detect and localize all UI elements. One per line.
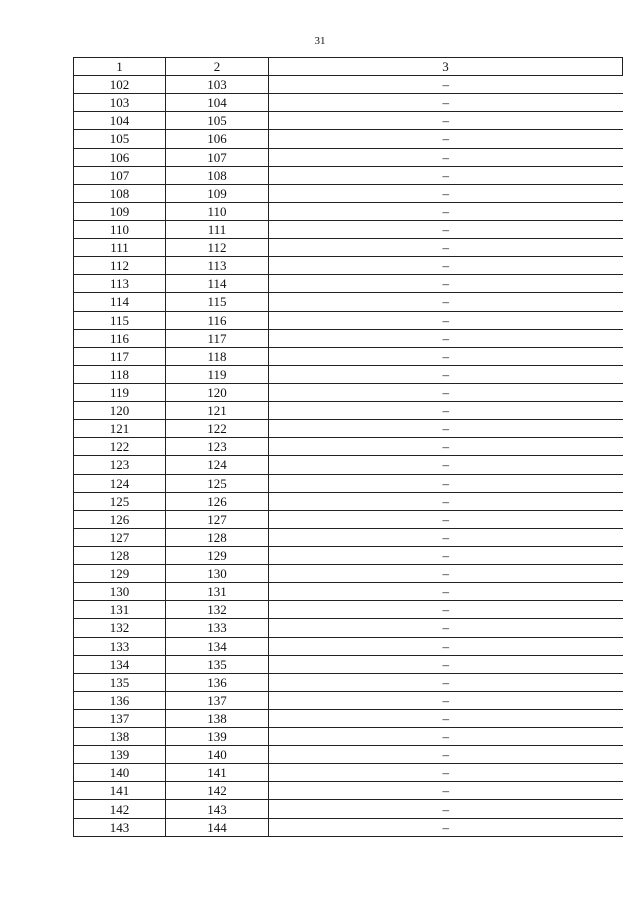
table-cell-col-3: – bbox=[269, 148, 623, 166]
table-cell-col-1: 127 bbox=[74, 528, 166, 546]
table-row bbox=[74, 166, 623, 184]
table-cell-col-2: 115 bbox=[166, 293, 269, 311]
table-row bbox=[74, 438, 623, 456]
table-cell-col-1: 126 bbox=[74, 510, 166, 528]
table-row bbox=[74, 257, 623, 275]
table-cell-col-1: 116 bbox=[74, 329, 166, 347]
table-cell-col-3: – bbox=[269, 383, 623, 401]
column-header-2: 2 bbox=[166, 58, 269, 76]
table-row bbox=[74, 202, 623, 220]
data-table bbox=[73, 57, 623, 837]
table-cell-col-1: 119 bbox=[74, 383, 166, 401]
table-cell-col-2: 119 bbox=[166, 365, 269, 383]
table-cell-col-1: 108 bbox=[74, 184, 166, 202]
column-header-3: 3 bbox=[269, 58, 623, 76]
table-cell-col-2: 132 bbox=[166, 601, 269, 619]
table-row bbox=[74, 746, 623, 764]
header-row bbox=[74, 58, 623, 76]
table-row bbox=[74, 782, 623, 800]
table-cell-col-2: 144 bbox=[166, 818, 269, 836]
page-number: 31 bbox=[314, 35, 326, 47]
table-row bbox=[74, 365, 623, 383]
table-cell-col-3: – bbox=[269, 402, 623, 420]
table-cell-col-1: 138 bbox=[74, 728, 166, 746]
table-row bbox=[74, 94, 623, 112]
table-cell-col-3: – bbox=[269, 293, 623, 311]
table-cell-col-2: 116 bbox=[166, 311, 269, 329]
table-cell-col-3: – bbox=[269, 764, 623, 782]
table-cell-col-3: – bbox=[269, 546, 623, 564]
table-cell-col-3: – bbox=[269, 257, 623, 275]
table-cell-col-2: 136 bbox=[166, 673, 269, 691]
table-header bbox=[74, 58, 623, 76]
table-cell-col-2: 106 bbox=[166, 130, 269, 148]
table-cell-col-3: – bbox=[269, 456, 623, 474]
table-cell-col-2: 139 bbox=[166, 728, 269, 746]
table-cell-col-3: – bbox=[269, 709, 623, 727]
table-row bbox=[74, 546, 623, 564]
table-cell-col-1: 121 bbox=[74, 420, 166, 438]
table-cell-col-3: – bbox=[269, 565, 623, 583]
table-cell-col-1: 112 bbox=[74, 257, 166, 275]
table-cell-col-3: – bbox=[269, 130, 623, 148]
table-row bbox=[74, 728, 623, 746]
table-cell-col-1: 123 bbox=[74, 456, 166, 474]
table-cell-col-3: – bbox=[269, 528, 623, 546]
table-cell-col-1: 140 bbox=[74, 764, 166, 782]
table-cell-col-2: 113 bbox=[166, 257, 269, 275]
table-cell-col-3: – bbox=[269, 782, 623, 800]
table-cell-col-3: – bbox=[269, 438, 623, 456]
table-row bbox=[74, 112, 623, 130]
table-cell-col-3: – bbox=[269, 76, 623, 94]
table-cell-col-2: 105 bbox=[166, 112, 269, 130]
table-cell-col-2: 108 bbox=[166, 166, 269, 184]
table-row bbox=[74, 818, 623, 836]
table-cell-col-3: – bbox=[269, 800, 623, 818]
table-row bbox=[74, 510, 623, 528]
table-row bbox=[74, 402, 623, 420]
table-cell-col-3: – bbox=[269, 728, 623, 746]
table-row bbox=[74, 311, 623, 329]
table-cell-col-1: 129 bbox=[74, 565, 166, 583]
table-row bbox=[74, 691, 623, 709]
table-cell-col-1: 131 bbox=[74, 601, 166, 619]
table-row bbox=[74, 239, 623, 257]
table-cell-col-3: – bbox=[269, 583, 623, 601]
table-cell-col-1: 113 bbox=[74, 275, 166, 293]
table-row bbox=[74, 148, 623, 166]
table-cell-col-1: 130 bbox=[74, 583, 166, 601]
column-header-1: 1 bbox=[74, 58, 166, 76]
table-cell-col-1: 125 bbox=[74, 492, 166, 510]
table-cell-col-2: 122 bbox=[166, 420, 269, 438]
table-cell-col-3: – bbox=[269, 691, 623, 709]
table-cell-col-3: – bbox=[269, 166, 623, 184]
table-cell-col-1: 143 bbox=[74, 818, 166, 836]
table-cell-col-3: – bbox=[269, 474, 623, 492]
table-cell-col-2: 128 bbox=[166, 528, 269, 546]
table-row bbox=[74, 383, 623, 401]
table-row bbox=[74, 293, 623, 311]
table-cell-col-2: 126 bbox=[166, 492, 269, 510]
table-cell-col-2: 124 bbox=[166, 456, 269, 474]
table-cell-col-2: 130 bbox=[166, 565, 269, 583]
table-cell-col-2: 110 bbox=[166, 202, 269, 220]
table-row bbox=[74, 329, 623, 347]
table-cell-col-1: 122 bbox=[74, 438, 166, 456]
table-row bbox=[74, 347, 623, 365]
table-cell-col-2: 117 bbox=[166, 329, 269, 347]
table-body bbox=[74, 76, 623, 837]
table-cell-col-2: 114 bbox=[166, 275, 269, 293]
table-cell-col-2: 135 bbox=[166, 655, 269, 673]
table-cell-col-1: 110 bbox=[74, 220, 166, 238]
table-cell-col-1: 132 bbox=[74, 619, 166, 637]
table-cell-col-2: 107 bbox=[166, 148, 269, 166]
table-cell-col-2: 134 bbox=[166, 637, 269, 655]
table-cell-col-2: 141 bbox=[166, 764, 269, 782]
table-cell-col-3: – bbox=[269, 184, 623, 202]
table-cell-col-2: 125 bbox=[166, 474, 269, 492]
table-row bbox=[74, 528, 623, 546]
table-row bbox=[74, 709, 623, 727]
table-cell-col-1: 104 bbox=[74, 112, 166, 130]
table-cell-col-2: 137 bbox=[166, 691, 269, 709]
table-cell-col-2: 112 bbox=[166, 239, 269, 257]
table-row bbox=[74, 76, 623, 94]
table-cell-col-2: 143 bbox=[166, 800, 269, 818]
table-cell-col-1: 136 bbox=[74, 691, 166, 709]
table-cell-col-1: 102 bbox=[74, 76, 166, 94]
table-cell-col-2: 129 bbox=[166, 546, 269, 564]
table-cell-col-1: 141 bbox=[74, 782, 166, 800]
table-cell-col-2: 142 bbox=[166, 782, 269, 800]
table-row bbox=[74, 420, 623, 438]
table-cell-col-3: – bbox=[269, 510, 623, 528]
table-cell-col-1: 134 bbox=[74, 655, 166, 673]
table-cell-col-2: 138 bbox=[166, 709, 269, 727]
table-cell-col-3: – bbox=[269, 239, 623, 257]
table-cell-col-1: 111 bbox=[74, 239, 166, 257]
table-cell-col-3: – bbox=[269, 655, 623, 673]
table-row bbox=[74, 565, 623, 583]
table-cell-col-2: 118 bbox=[166, 347, 269, 365]
table-row bbox=[74, 456, 623, 474]
table-cell-col-3: – bbox=[269, 220, 623, 238]
table-cell-col-3: – bbox=[269, 420, 623, 438]
table-row bbox=[74, 220, 623, 238]
table-cell-col-1: 135 bbox=[74, 673, 166, 691]
table-cell-col-2: 127 bbox=[166, 510, 269, 528]
table-cell-col-2: 109 bbox=[166, 184, 269, 202]
table-row bbox=[74, 601, 623, 619]
table-cell-col-2: 104 bbox=[166, 94, 269, 112]
table-row bbox=[74, 619, 623, 637]
table-row bbox=[74, 800, 623, 818]
table-cell-col-1: 115 bbox=[74, 311, 166, 329]
table-row bbox=[74, 130, 623, 148]
table-row bbox=[74, 764, 623, 782]
table-cell-col-1: 118 bbox=[74, 365, 166, 383]
table-cell-col-3: – bbox=[269, 329, 623, 347]
table-cell-col-3: – bbox=[269, 202, 623, 220]
table-cell-col-1: 106 bbox=[74, 148, 166, 166]
table-cell-col-1: 139 bbox=[74, 746, 166, 764]
table-cell-col-3: – bbox=[269, 492, 623, 510]
table-row bbox=[74, 492, 623, 510]
table-cell-col-3: – bbox=[269, 637, 623, 655]
table-row bbox=[74, 275, 623, 293]
table-cell-col-2: 121 bbox=[166, 402, 269, 420]
table-cell-col-2: 133 bbox=[166, 619, 269, 637]
table-cell-col-1: 109 bbox=[74, 202, 166, 220]
table-cell-col-2: 120 bbox=[166, 383, 269, 401]
table-cell-col-3: – bbox=[269, 601, 623, 619]
table-cell-col-2: 103 bbox=[166, 76, 269, 94]
table-cell-col-2: 140 bbox=[166, 746, 269, 764]
table-row bbox=[74, 637, 623, 655]
table-cell-col-3: – bbox=[269, 619, 623, 637]
table-cell-col-3: – bbox=[269, 746, 623, 764]
table-cell-col-1: 137 bbox=[74, 709, 166, 727]
table-row bbox=[74, 474, 623, 492]
table-cell-col-1: 120 bbox=[74, 402, 166, 420]
table-cell-col-3: – bbox=[269, 112, 623, 130]
table-cell-col-3: – bbox=[269, 311, 623, 329]
table-cell-col-3: – bbox=[269, 347, 623, 365]
table-cell-col-3: – bbox=[269, 673, 623, 691]
table-cell-col-1: 124 bbox=[74, 474, 166, 492]
table-cell-col-2: 123 bbox=[166, 438, 269, 456]
table-cell-col-1: 128 bbox=[74, 546, 166, 564]
table-row bbox=[74, 673, 623, 691]
table-cell-col-1: 114 bbox=[74, 293, 166, 311]
table-row bbox=[74, 583, 623, 601]
table-cell-col-1: 107 bbox=[74, 166, 166, 184]
table-cell-col-2: 131 bbox=[166, 583, 269, 601]
table-cell-col-2: 111 bbox=[166, 220, 269, 238]
table-cell-col-1: 133 bbox=[74, 637, 166, 655]
table-row bbox=[74, 184, 623, 202]
table-cell-col-1: 142 bbox=[74, 800, 166, 818]
table-cell-col-3: – bbox=[269, 94, 623, 112]
table-cell-col-3: – bbox=[269, 818, 623, 836]
table-cell-col-1: 103 bbox=[74, 94, 166, 112]
table-row bbox=[74, 655, 623, 673]
table-cell-col-1: 105 bbox=[74, 130, 166, 148]
table-cell-col-3: – bbox=[269, 275, 623, 293]
table-cell-col-1: 117 bbox=[74, 347, 166, 365]
table-cell-col-3: – bbox=[269, 365, 623, 383]
